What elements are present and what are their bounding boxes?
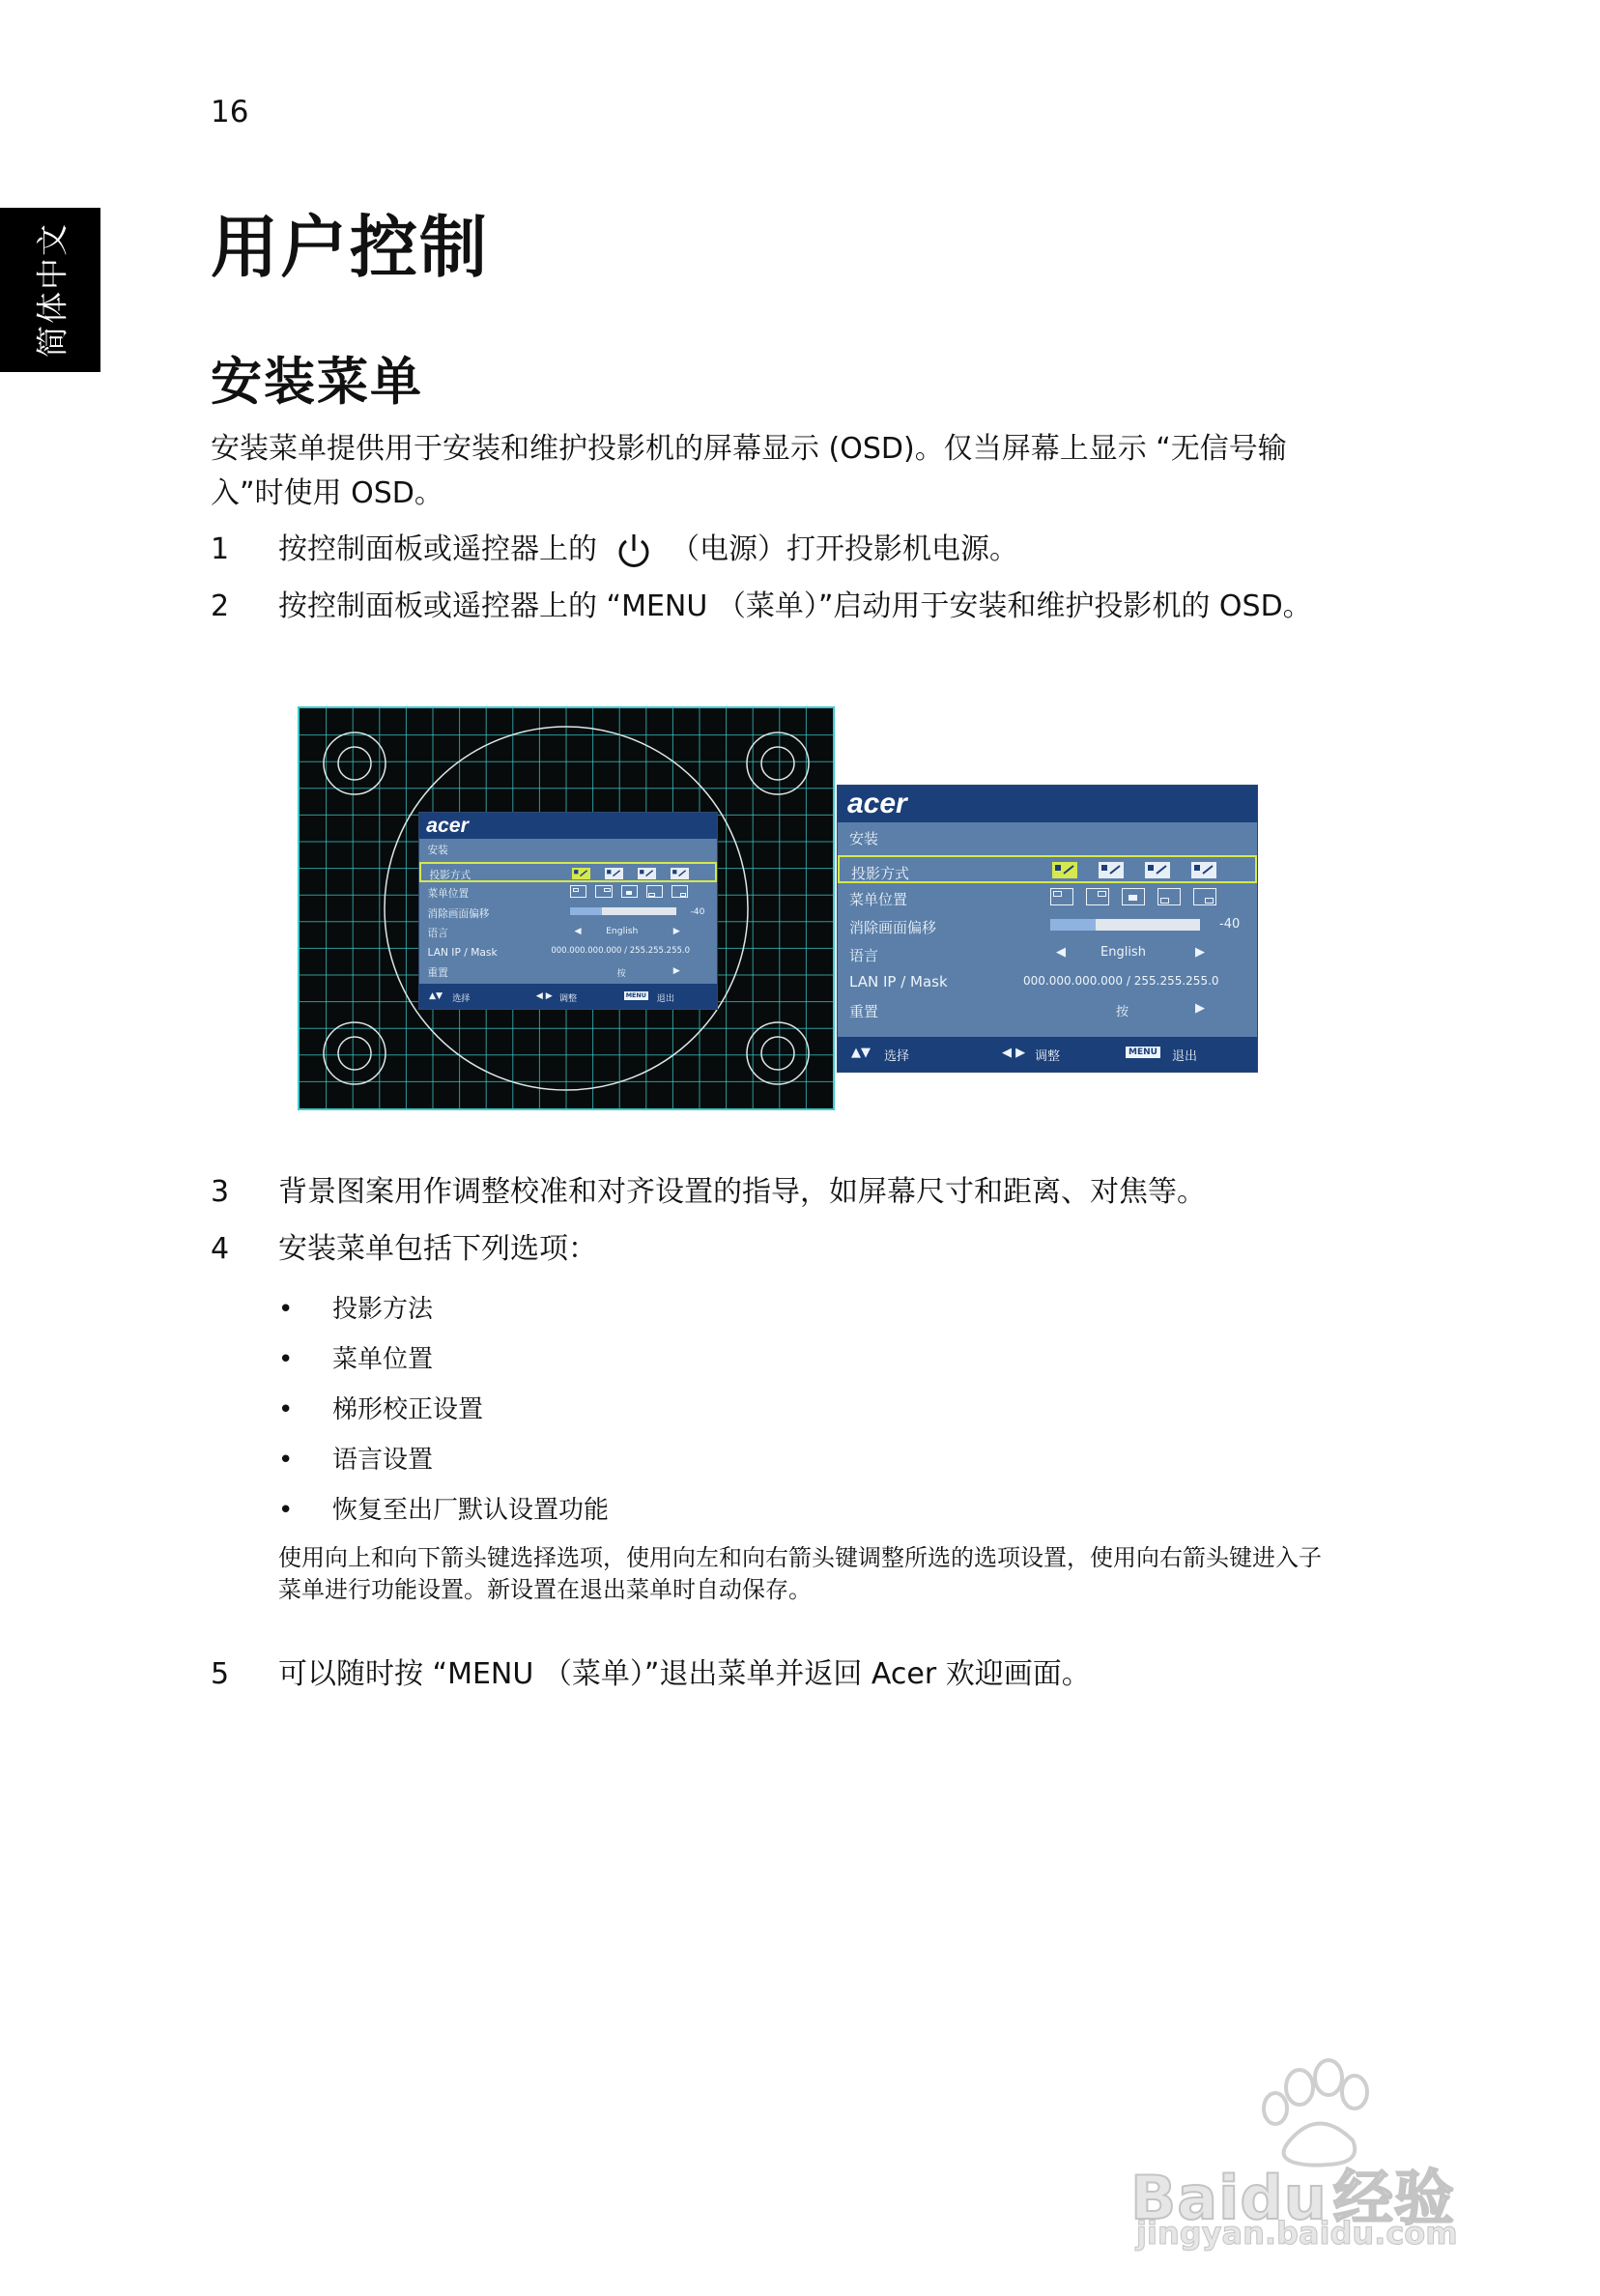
intro-paragraph: 安装菜单提供用于安装和维护投影机的屏幕显示 (OSD)。仅当屏幕上显示 “无信号输入”时使用 OSD。 — [211, 432, 1287, 510]
osd-menu-row[interactable] — [419, 882, 717, 903]
page-title: 用户控制 — [211, 208, 489, 287]
adjust-label: 调整 — [558, 992, 578, 1004]
osd-menu-row[interactable] — [838, 967, 1257, 995]
step-1-text-before: 按控制面板或遥控器上的 — [278, 532, 597, 566]
menu-position-icon[interactable] — [621, 885, 638, 898]
projection-mode-icon[interactable] — [1145, 862, 1170, 878]
menu-position-icon[interactable] — [1122, 888, 1145, 905]
osd-menu-title: 安装 — [427, 844, 448, 857]
projection-mode-icon[interactable] — [1191, 862, 1216, 878]
step-3-text: 背景图案用作调整校准和对齐设置的指导，如屏幕尺寸和距离、对焦等。 — [278, 1175, 1206, 1209]
list-item: • 菜单位置 — [278, 1345, 434, 1374]
list-item: • 梯形校正设置 — [278, 1395, 484, 1424]
step-number: 3 — [211, 1175, 230, 1209]
step-number: 4 — [211, 1232, 230, 1266]
step-number: 5 — [211, 1657, 230, 1691]
step-5-text: 可以随时按 “MENU （菜单）”退出菜单并返回 Acer 欢迎画面。 — [278, 1657, 1091, 1691]
menu-position-icon[interactable] — [671, 885, 688, 898]
osd-row-label: 菜单位置 — [427, 886, 470, 900]
osd-menu-row[interactable] — [419, 941, 717, 961]
step-4 — [211, 1229, 1370, 1274]
select-label: 选择 — [452, 992, 471, 1004]
lan-ip-value: 000.000.000.000 / 255.255.255.0 — [551, 946, 691, 957]
reset-value: 按 — [616, 968, 626, 980]
menu-position-icon[interactable] — [595, 885, 612, 898]
osd-row-label: LAN IP / Mask — [849, 973, 948, 990]
acer-logo: acer — [426, 814, 469, 838]
select-label: 选择 — [884, 1049, 910, 1064]
arrow-left-icon[interactable]: ◀ — [574, 926, 582, 937]
osd-menu-row[interactable] — [419, 902, 717, 922]
watermark-url: jingyan.baidu.com — [1136, 2215, 1458, 2252]
projection-mode-icon[interactable] — [572, 868, 589, 879]
projection-mode-icon[interactable] — [605, 868, 622, 879]
step-4-text: 安装菜单包括下列选项： — [278, 1232, 597, 1266]
projection-mode-icon[interactable] — [1052, 862, 1077, 878]
page-number: 16 — [211, 95, 249, 129]
power-icon — [614, 531, 653, 570]
osd-header — [838, 786, 1257, 822]
language-side-tab — [0, 208, 100, 372]
step-number: 1 — [211, 532, 230, 566]
arrow-right-icon[interactable]: ▶ — [1195, 1001, 1205, 1016]
menu-position-icon[interactable] — [1086, 888, 1109, 905]
menu-position-icon[interactable] — [570, 885, 586, 898]
osd-row-label: 菜单位置 — [849, 891, 908, 908]
step-number: 2 — [211, 589, 230, 623]
keystone-slider[interactable] — [1050, 919, 1200, 931]
baidu-watermark — [1130, 2049, 1498, 2252]
reset-value: 按 — [1116, 1005, 1129, 1019]
step-1-text-after: （电源）打开投影机电源。 — [671, 532, 1018, 566]
osd-menu-row[interactable] — [419, 961, 717, 982]
osd-row-label: 消除画面偏移 — [849, 919, 937, 936]
keystone-value: -40 — [690, 905, 705, 917]
osd-menu-small — [418, 812, 718, 1010]
arrow-right-icon[interactable]: ▶ — [672, 926, 680, 937]
language-value: English — [606, 926, 639, 937]
step-1 — [211, 530, 1370, 574]
osd-menu-row[interactable] — [419, 922, 717, 942]
osd-menu-row[interactable] — [838, 995, 1257, 1023]
menu-key-icon: MENU — [1126, 1047, 1160, 1058]
osd-menu-row[interactable] — [838, 855, 1257, 883]
osd-row-label: LAN IP / Mask — [427, 945, 498, 959]
projection-mode-icon[interactable] — [671, 868, 688, 879]
osd-row-label: 语言 — [849, 947, 879, 964]
osd-row-label: 消除画面偏移 — [427, 906, 490, 920]
watermark-brand: Baidu — [1130, 2163, 1328, 2233]
language-side-tab-label: 简体中文 — [33, 222, 71, 358]
osd-header — [419, 813, 717, 839]
up-down-arrows-icon: ▲▼ — [851, 1046, 871, 1060]
step-5 — [211, 1654, 1370, 1699]
setup-screen-image — [298, 706, 835, 1110]
section-title: 安装菜单 — [211, 353, 423, 412]
step-2-text: 按控制面板或遥控器上的 “MENU （菜单）”启动用于安装和维护投影机的 OSD。 — [278, 589, 1312, 623]
osd-row-label: 语言 — [427, 927, 448, 940]
watermark-brand-cn: 经验 — [1332, 2163, 1455, 2233]
menu-position-icon[interactable] — [646, 885, 663, 898]
keystone-value: -40 — [1219, 917, 1241, 932]
osd-row-label: 投影方式 — [429, 869, 471, 882]
left-right-arrows-icon: ◀ ▶ — [1002, 1046, 1026, 1060]
step-2 — [211, 587, 1370, 668]
navigation-note: 使用向上和向下箭头键选择选项，使用向左和向右箭头键调整所选的选项设置，使用向右箭头键进入子菜单进行功能设置。新设置在退出菜单时自动保存。 — [278, 1544, 1322, 1603]
osd-menu-row[interactable] — [838, 911, 1257, 939]
list-item: • 语言设置 — [278, 1446, 434, 1475]
osd-menu-row[interactable] — [419, 862, 717, 882]
list-item: • 投影方法 — [278, 1295, 434, 1324]
menu-position-icon[interactable] — [1157, 888, 1181, 905]
keystone-slider[interactable] — [570, 907, 676, 916]
osd-menu-large — [837, 785, 1258, 1073]
osd-menu-title: 安装 — [849, 830, 879, 847]
lan-ip-value: 000.000.000.000 / 255.255.255.0 — [1023, 974, 1219, 988]
osd-menu-row[interactable] — [838, 939, 1257, 967]
arrow-left-icon[interactable]: ◀ — [1056, 945, 1066, 960]
language-value: English — [1100, 945, 1146, 960]
up-down-arrows-icon: ▲▼ — [428, 990, 443, 1001]
osd-footer — [419, 984, 717, 1009]
acer-logo: acer — [847, 788, 907, 819]
step-3 — [211, 1172, 1370, 1217]
osd-row-label: 重置 — [427, 966, 448, 980]
osd-row-label: 投影方式 — [851, 865, 910, 882]
arrow-right-icon[interactable]: ▶ — [672, 965, 680, 977]
menu-position-icon[interactable] — [1050, 888, 1073, 905]
menu-key-icon: MENU — [624, 991, 648, 1000]
osd-row-label: 重置 — [849, 1003, 879, 1020]
exit-label: 退出 — [1172, 1049, 1198, 1064]
exit-label: 退出 — [656, 992, 675, 1004]
left-right-arrows-icon: ◀ ▶ — [535, 990, 553, 1001]
osd-footer — [838, 1037, 1257, 1072]
arrow-right-icon[interactable]: ▶ — [1195, 945, 1205, 960]
adjust-label: 调整 — [1035, 1049, 1061, 1064]
list-item: • 恢复至出厂默认设置功能 — [278, 1496, 610, 1525]
projection-mode-icon[interactable] — [1099, 862, 1124, 878]
osd-menu-row[interactable] — [838, 883, 1257, 911]
menu-position-icon[interactable] — [1193, 888, 1216, 905]
projection-mode-icon[interactable] — [638, 868, 655, 879]
